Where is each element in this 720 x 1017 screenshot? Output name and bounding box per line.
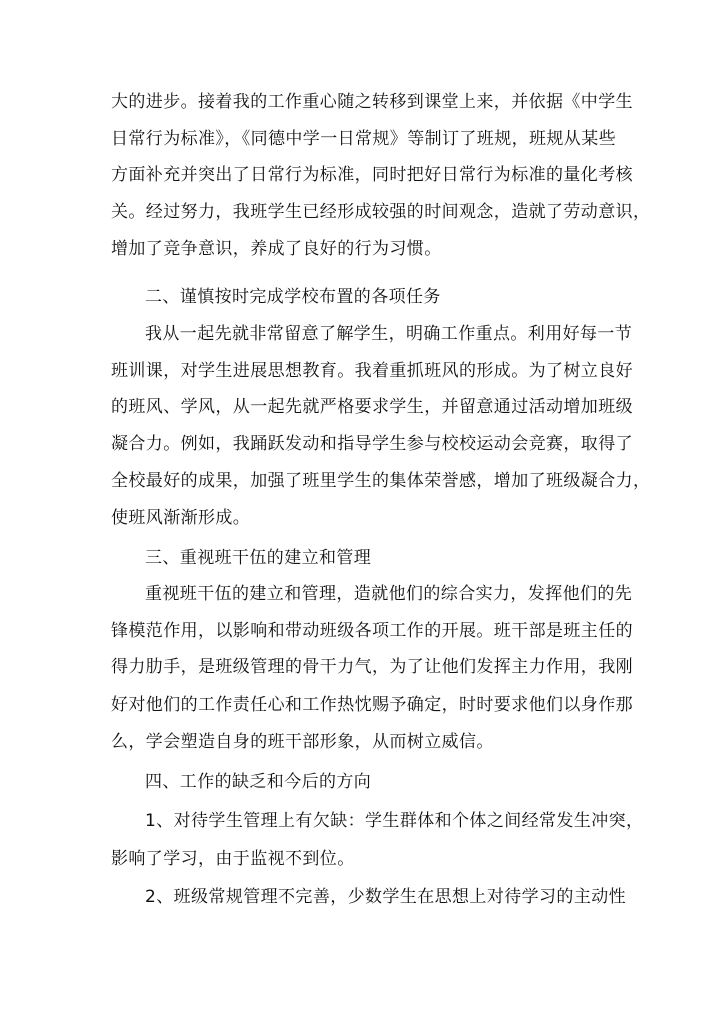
paragraph-line: 好对他们的工作责任心和工作热忱赐予确定，时时要求他们以身作那 [111, 695, 633, 715]
paragraph-line: 锋模范作用，以影响和带动班级各项工作的开展。班干部是班主任的 [111, 621, 633, 641]
paragraph-line: 的班风、学风，从一起先就严格要求学生，并留意通过活动增加班级 [111, 397, 633, 417]
section-heading: 三、重视班干伍的建立和管理 [145, 548, 372, 568]
list-item-line: 影响了学习，由于监视不到位。 [111, 849, 355, 869]
paragraph-line: 关。经过努力，我班学生已经形成较强的时间观念，造就了劳动意识， [111, 202, 651, 222]
paragraph-line: 班训课，对学生进展思想教育。我着重抓班风的形成。为了树立良好 [111, 361, 633, 381]
paragraph-line: 增加了竞争意识，养成了良好的行为习惯。 [111, 239, 442, 259]
paragraph-line: 重视班干伍的建立和管理，造就他们的综合实力，发挥他们的先 [145, 584, 633, 604]
paragraph-line: 日常行为标准》，《同德中学一日常规》等制订了班规，班规从某些 [111, 129, 616, 149]
paragraph-line: 方面补充并突出了日常行为标准，同时把好日常行为标准的量化考核 [111, 165, 633, 185]
section-heading: 四、工作的缺乏和今后的方向 [145, 772, 372, 792]
list-item-line: 2、班级常规管理不完善，少数学生在思想上对待学习的主动性 [145, 887, 627, 907]
paragraph-line: 凝合力。例如，我踊跃发动和指导学生参与校校运动会竞赛，取得了 [111, 434, 633, 454]
paragraph-line: 么，学会塑造自身的班干部形象，从而树立威信。 [111, 732, 494, 752]
paragraph-line: 我从一起先就非常留意了解学生，明确工作重点。利用好每一节 [145, 324, 633, 344]
paragraph-line: 全校最好的成果，加强了班里学生的集体荣誉感，增加了班级凝合力， [111, 471, 651, 491]
paragraph-line: 大的进步。接着我的工作重心随之转移到课堂上来，并依据《中学生 [111, 92, 633, 112]
paragraph-line: 得力肋手，是班级管理的骨干力气，为了让他们发挥主力作用，我刚 [111, 657, 633, 677]
section-heading: 二、谨慎按时完成学校布置的各项任务 [145, 287, 441, 307]
paragraph-line: 使班风渐渐形成。 [111, 508, 251, 528]
list-item-line: 1、对待学生管理上有欠缺：学生群体和个体之间经常发生冲突， [145, 811, 644, 831]
